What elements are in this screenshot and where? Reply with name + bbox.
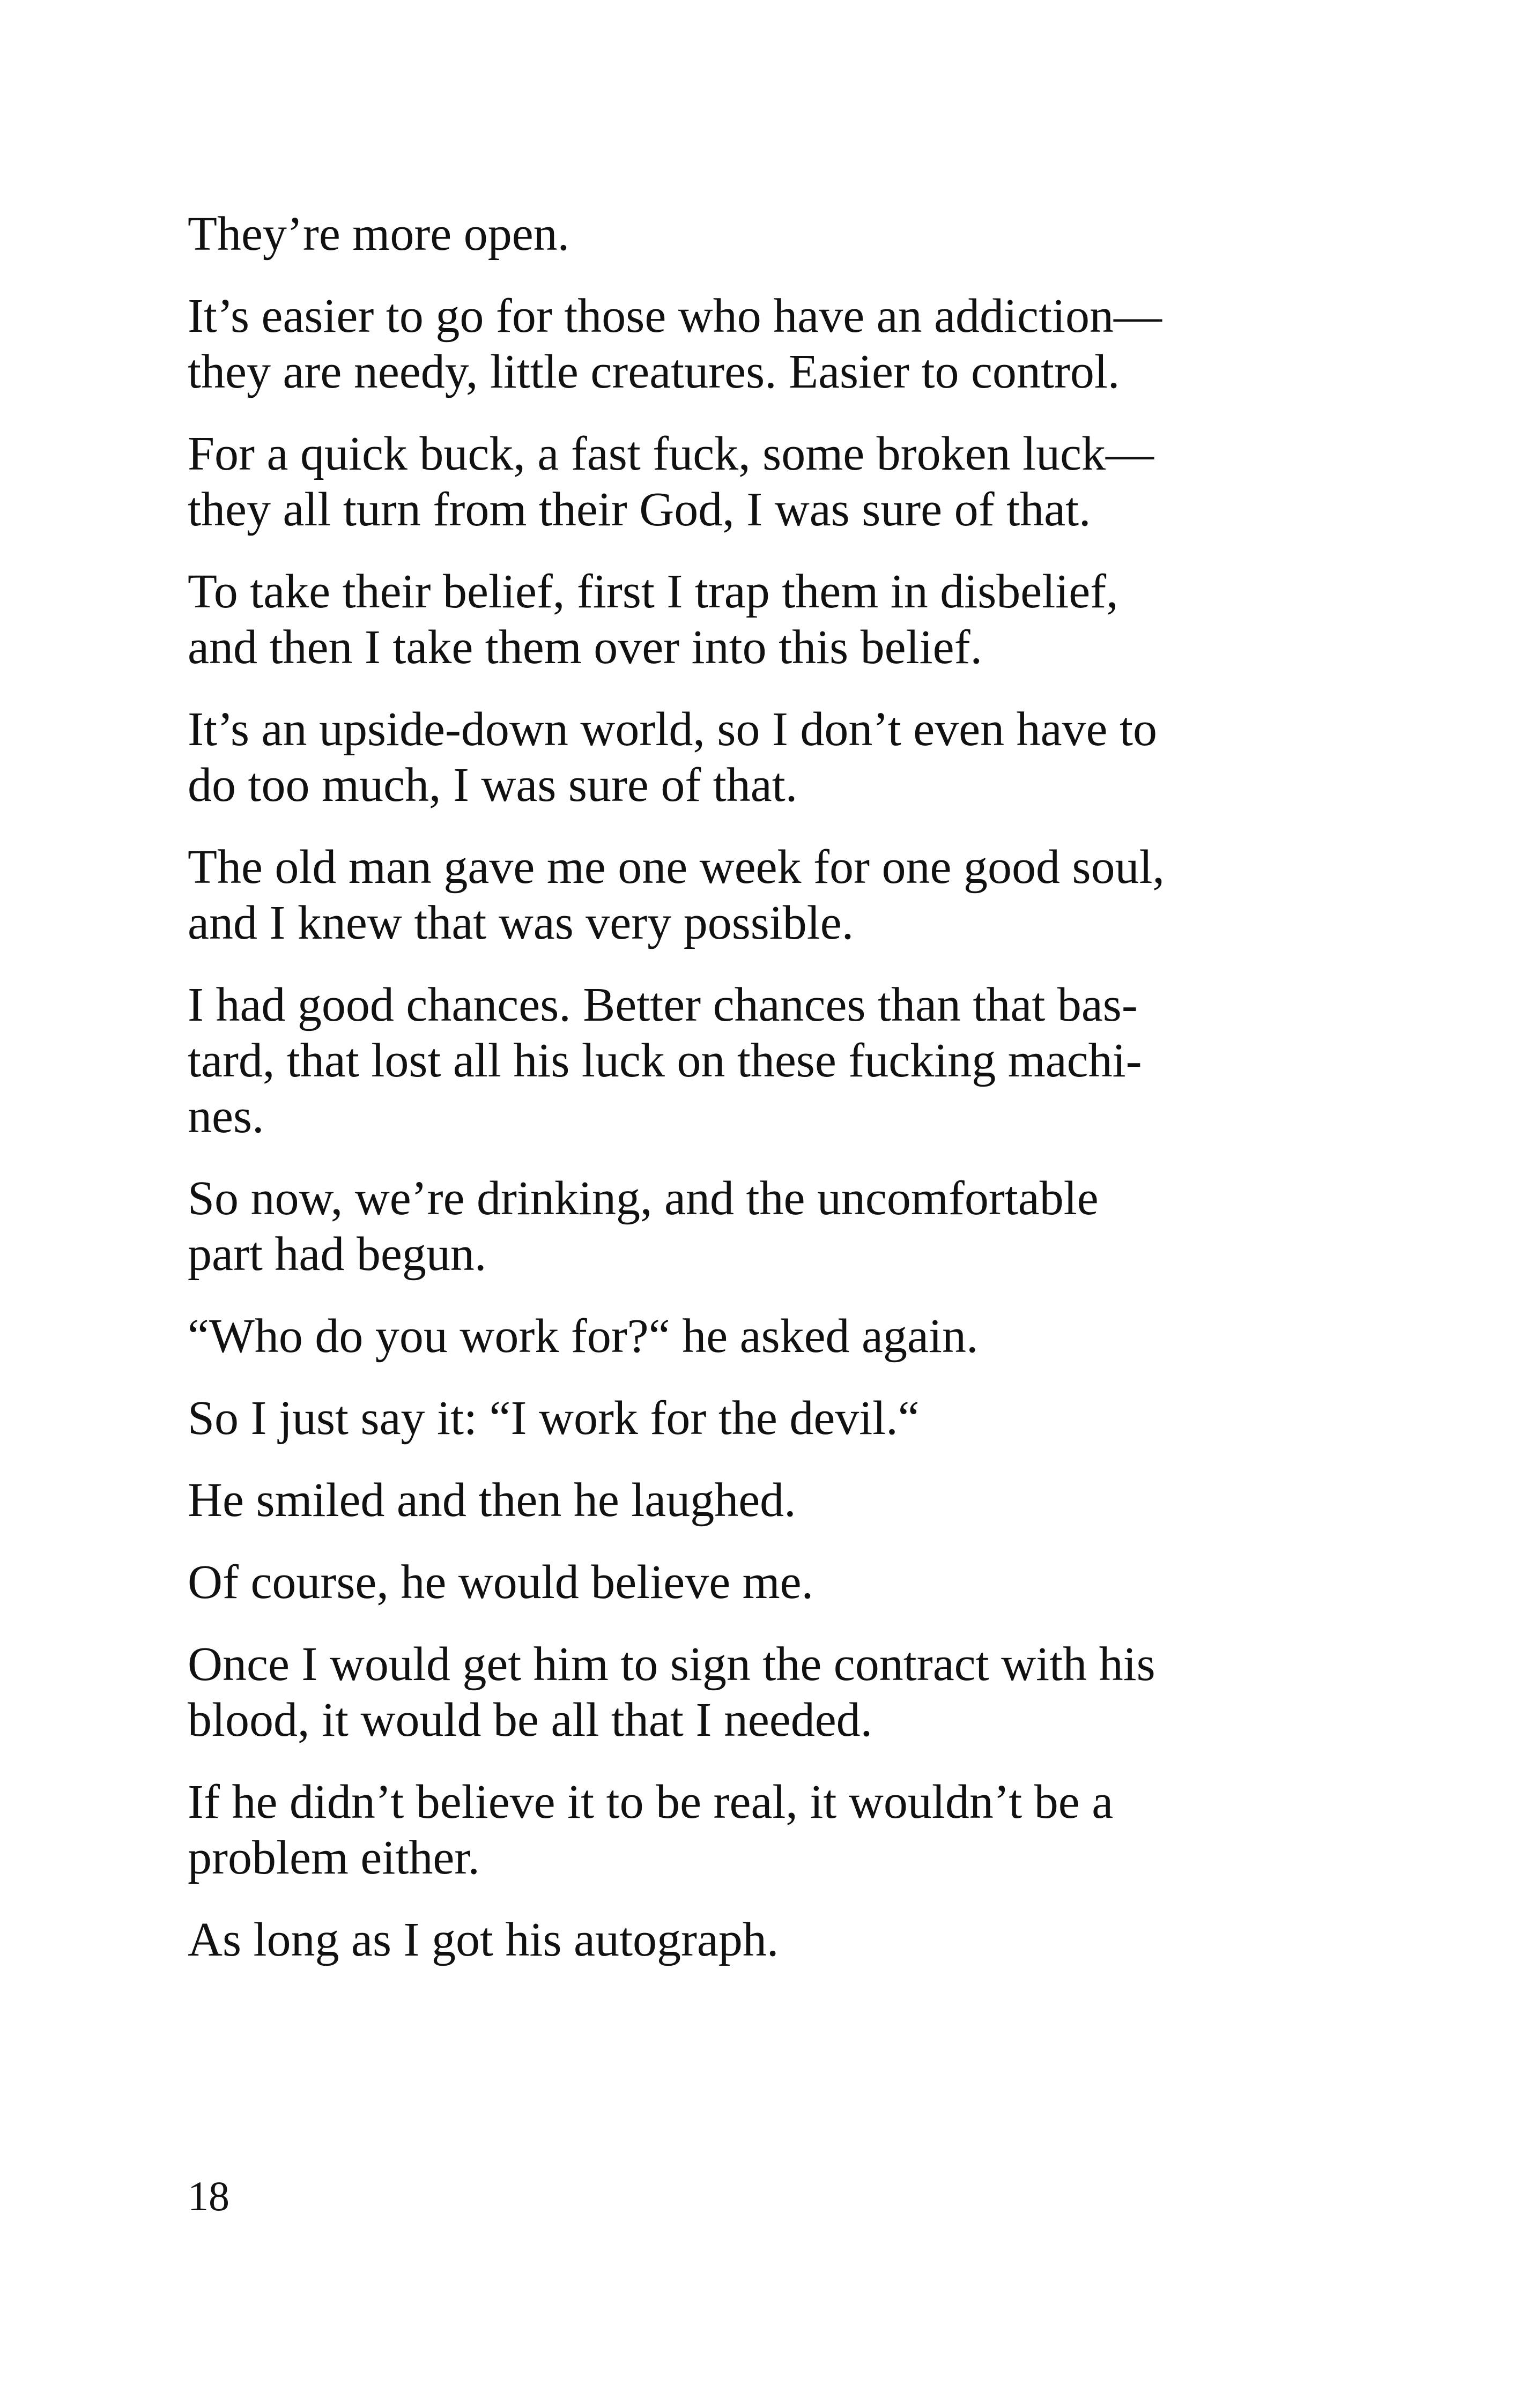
- paragraph: The old man gave me one week for one good soul, and I knew that was very possible.: [188, 841, 1165, 949]
- paragraph: They’re more open.: [188, 207, 570, 261]
- paragraph: So I just say it: “I work for the devil.“: [188, 1392, 920, 1445]
- paragraph: For a quick buck, a fast fuck, some broken luck— they all turn from their God, I was sure of that.: [188, 427, 1154, 536]
- paragraph: As long as I got his autograph.: [188, 1913, 779, 1966]
- paragraph: If he didn’t believe it to be real, it wouldn’t be a problem either.: [188, 1775, 1114, 1884]
- paragraph: To take their belief, first I trap them in disbelief, and then I take them over into this belief.: [188, 565, 1118, 674]
- paragraph: Once I would get him to sign the contract with his blood, it would be all that I needed.: [188, 1638, 1155, 1746]
- paragraph: So now, we’re drinking, and the uncomfortable part had begun.: [188, 1172, 1099, 1281]
- paragraph: It’s an upside-down world, so I don’t even have to do too much, I was sure of that.: [188, 703, 1157, 812]
- paragraph: He smiled and then he laughed.: [188, 1474, 796, 1527]
- paragraph: It’s easier to go for those who have an addiction— they are needy, little creatures. Easier to control.: [188, 289, 1162, 398]
- paragraph: “Who do you work for?“ he asked again.: [188, 1310, 979, 1363]
- paragraph: I had good chances. Better chances than that bas- tard, that lost all his luck on these fucking machi- nes.: [188, 978, 1142, 1143]
- page-body: [188, 206, 1292, 1994]
- paragraph: Of course, he would believe me.: [188, 1556, 814, 1609]
- page-number: 18: [188, 2173, 229, 2219]
